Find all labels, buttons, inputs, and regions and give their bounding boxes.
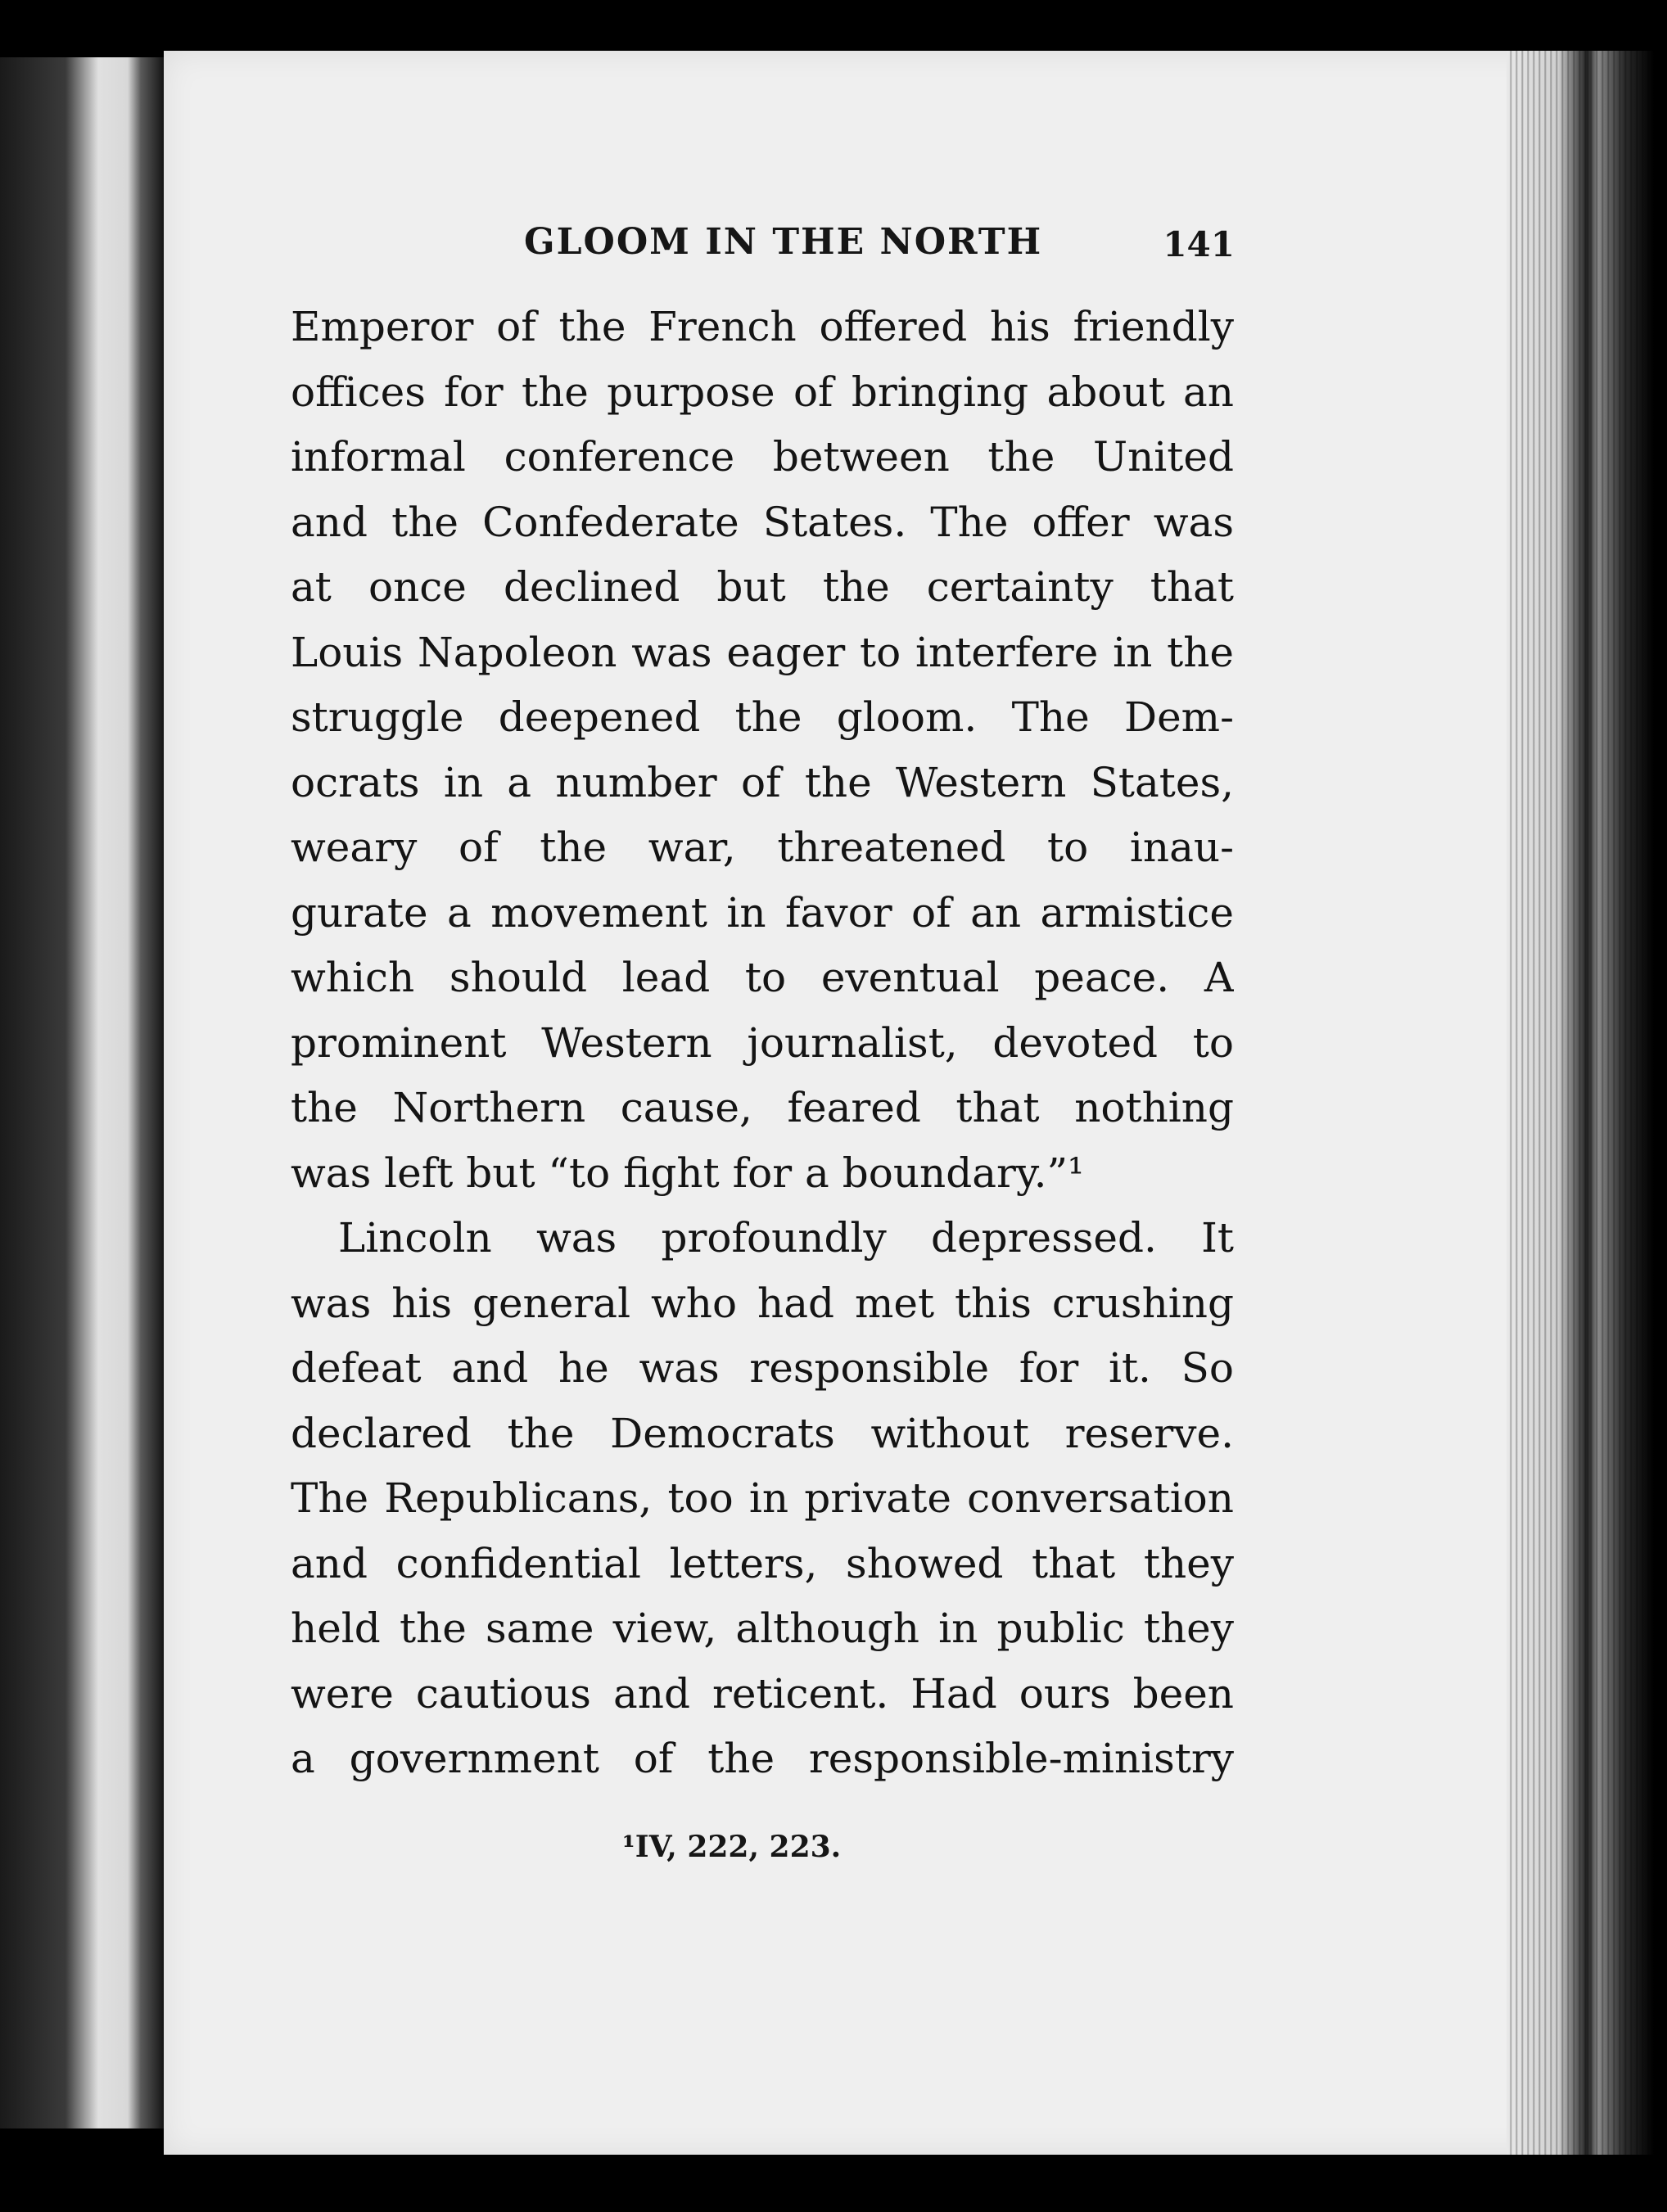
text-line: were cautious and reticent. Had ours been — [291, 1669, 1234, 1718]
page-fore-edge — [1507, 51, 1654, 2155]
text-line: informal conference between the United — [291, 433, 1234, 481]
text-line: weary of the war, threatened to inau- — [291, 824, 1234, 871]
text-line: held the same view, although in public they — [291, 1605, 1234, 1652]
text-line: and confidential letters, showed that they — [291, 1539, 1234, 1587]
text-line: at once declined but the certainty that — [291, 563, 1234, 611]
text-line: was left but “to fight for a boundary.”¹ — [291, 1149, 1085, 1197]
text-line: and the Confederate States. The offer was — [291, 498, 1234, 546]
text-line: declared the Democrats without reserve. — [291, 1409, 1234, 1457]
footnote: ¹IV, 222, 223. — [622, 1830, 842, 1864]
page-header — [524, 221, 1235, 278]
text-line: prominent Western journalist, devoted to — [291, 1018, 1234, 1067]
text-line: a government of the responsible-ministry — [291, 1735, 1234, 1782]
text-line: was his general who had met this crushing — [291, 1279, 1234, 1327]
text-line: Louis Napoleon was eager to interfere in the — [291, 628, 1234, 676]
text-line: which should lead to eventual peace. A — [291, 954, 1234, 1001]
text-line: ocrats in a number of the Western States, — [291, 758, 1234, 806]
page-number: 141 — [1163, 224, 1235, 264]
facing-page-edge — [0, 57, 164, 2128]
running-title: GLOOM IN THE NORTH — [524, 221, 1043, 263]
text-line: gurate a movement in favor of an armistice — [291, 888, 1234, 937]
text-line: Lincoln was profoundly depressed. It — [338, 1214, 1234, 1262]
text-line: offices for the purpose of bringing about an — [291, 368, 1234, 416]
text-line: Emperor of the French offered his friendly — [291, 303, 1234, 350]
text-line: The Republicans, too in private conversation — [291, 1474, 1234, 1522]
paragraph — [291, 1206, 1234, 1792]
paragraph — [291, 295, 1234, 1206]
text-line: struggle deepened the gloom. The Dem- — [291, 693, 1234, 741]
text-line: defeat and he was responsible for it. So — [291, 1344, 1234, 1392]
body-text — [291, 295, 1234, 1792]
text-line: the Northern cause, feared that nothing — [291, 1084, 1234, 1131]
